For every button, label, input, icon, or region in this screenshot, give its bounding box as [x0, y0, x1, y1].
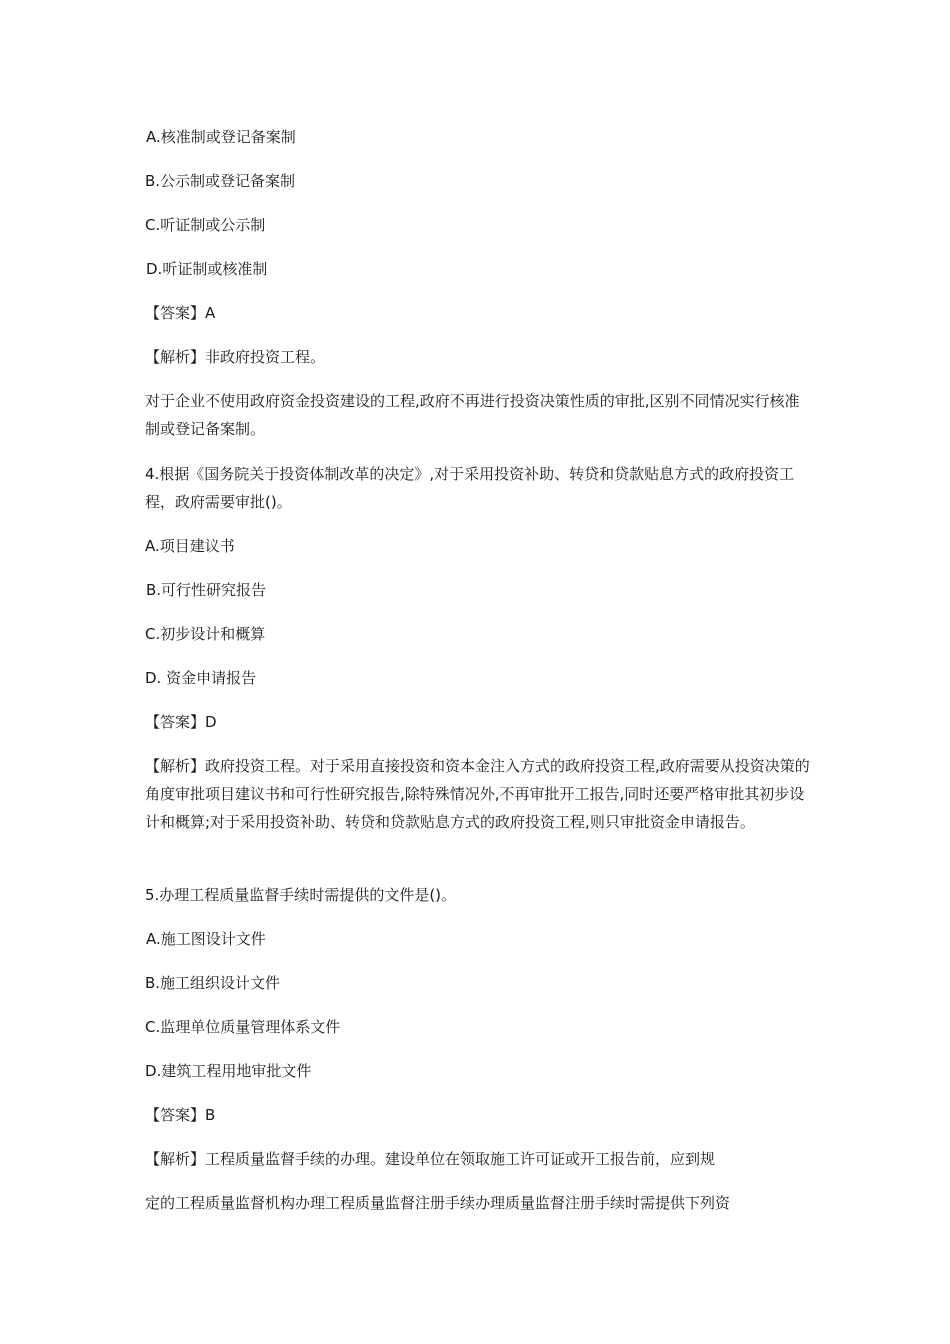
analysis-q4: 【解析】政府投资工程。对于采用直接投资和资本金注入方式的政府投资工程,政府需要从投资决策的角度审批项目建议书和可行性研究报告,除特殊情况外,不再审批开工报告,同时还要严格审批其初步设计和概算;对于采用投资补助、转贷和贷款贴息方式的政府投资工程,则只审批资金申请报告。 [145, 757, 810, 831]
answer-q3: 【答案】A [145, 304, 216, 322]
option-d-q3: D.听证制或核准制 [146, 260, 268, 278]
option-d-q4: D. 资金申请报告 [145, 669, 257, 687]
answer-q4: 【答案】D [145, 713, 217, 731]
option-d-q5: D.建筑工程用地审批文件 [145, 1062, 312, 1080]
option-c-q5: C.监理单位质量管理体系文件 [145, 1018, 341, 1036]
question-5: 5.办理工程质量监督手续时需提供的文件是()。 [145, 886, 457, 904]
answer-q5: 【答案】B [145, 1106, 216, 1124]
analysis-q5-continued: 定的工程质量监督机构办理工程质量监督注册手续办理质量监督注册手续时需提供下列资 [145, 1194, 731, 1212]
option-a-q5: A.施工图设计文件 [146, 930, 266, 948]
analysis-q3: 【解析】非政府投资工程。 [145, 348, 326, 366]
option-b-q5: B.施工组织设计文件 [145, 974, 281, 992]
option-a-q4: A.项目建议书 [145, 537, 235, 555]
analysis-q5: 【解析】工程质量监督手续的办理。建设单位在领取施工许可证或开工报告前，应到规 [145, 1150, 716, 1168]
option-a-q3: A.核准制或登记备案制 [146, 128, 296, 146]
option-b-q3: B.公示制或登记备案制 [145, 172, 296, 190]
option-b-q4: B.可行性研究报告 [146, 581, 267, 599]
option-c-q3: C.听证制或公示制 [145, 216, 266, 234]
question-4: 4.根据《国务院关于投资体制改革的决定》,对于采用投资补助、转贷和贷款贴息方式的政府投资工程，政府需要审批()。 [145, 465, 795, 511]
analysis-q3-body: 对于企业不使用政府资金投资建设的工程,政府不再进行投资决策性质的审批,区别不同情况实行核准制或登记备案制。 [145, 392, 800, 438]
option-c-q4: C.初步设计和概算 [145, 625, 266, 643]
